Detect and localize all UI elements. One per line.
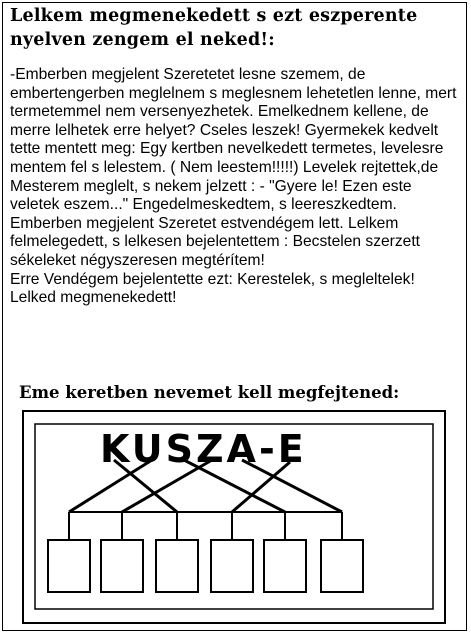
puzzle-heading: Eme keretben nevemet kell megfejtened:: [19, 383, 400, 402]
answer-box-3[interactable]: [156, 540, 198, 592]
answer-box-5[interactable]: [264, 540, 306, 592]
answer-box-2[interactable]: [101, 540, 143, 592]
name-puzzle: [22, 410, 446, 624]
puzzle-word: KUSZA-E: [100, 427, 307, 471]
story-text: -Emberben megjelent Szeretetet lesne szemem, de embertengerben meglelnem s meglesnem lehetetlen lenne, mert termetemmel nem versenyezhetek. Emelkednem kellene, de merre lelhetek erre helyet? Cseles leszek! Gyermekek kedvelt tette mentett meg: Egy kertben nevelkedett termetes, levelesre mentem fel s lelestem. ( Nem leestem!!!!!) Levelek rejtettek,de Mesterem meglelt, s nekem jelzett : - "Gyere le! Ezen este veletek eszem..." Engedelmeskedtem, s leereszkedtem. Emberben megjelent Szeretet estvendégem lett. Lelkem felmelegedett, s lelkesen bejelentettem : Becstelen szerzett sékeleket négyszeresen megtérítem! Erre Vendégem bejelentette ezt: Kerestelek, s megleltelek! Lelked megmenekedett!: [10, 66, 457, 307]
answer-box-1[interactable]: [48, 540, 90, 592]
answer-box-6[interactable]: [321, 540, 363, 592]
answer-box-4[interactable]: [211, 540, 253, 592]
page-title: Lelkem megmenekedett s ezt eszperente nyelven zengem el neked!:: [10, 6, 418, 50]
puzzle-diagram: [22, 410, 446, 624]
